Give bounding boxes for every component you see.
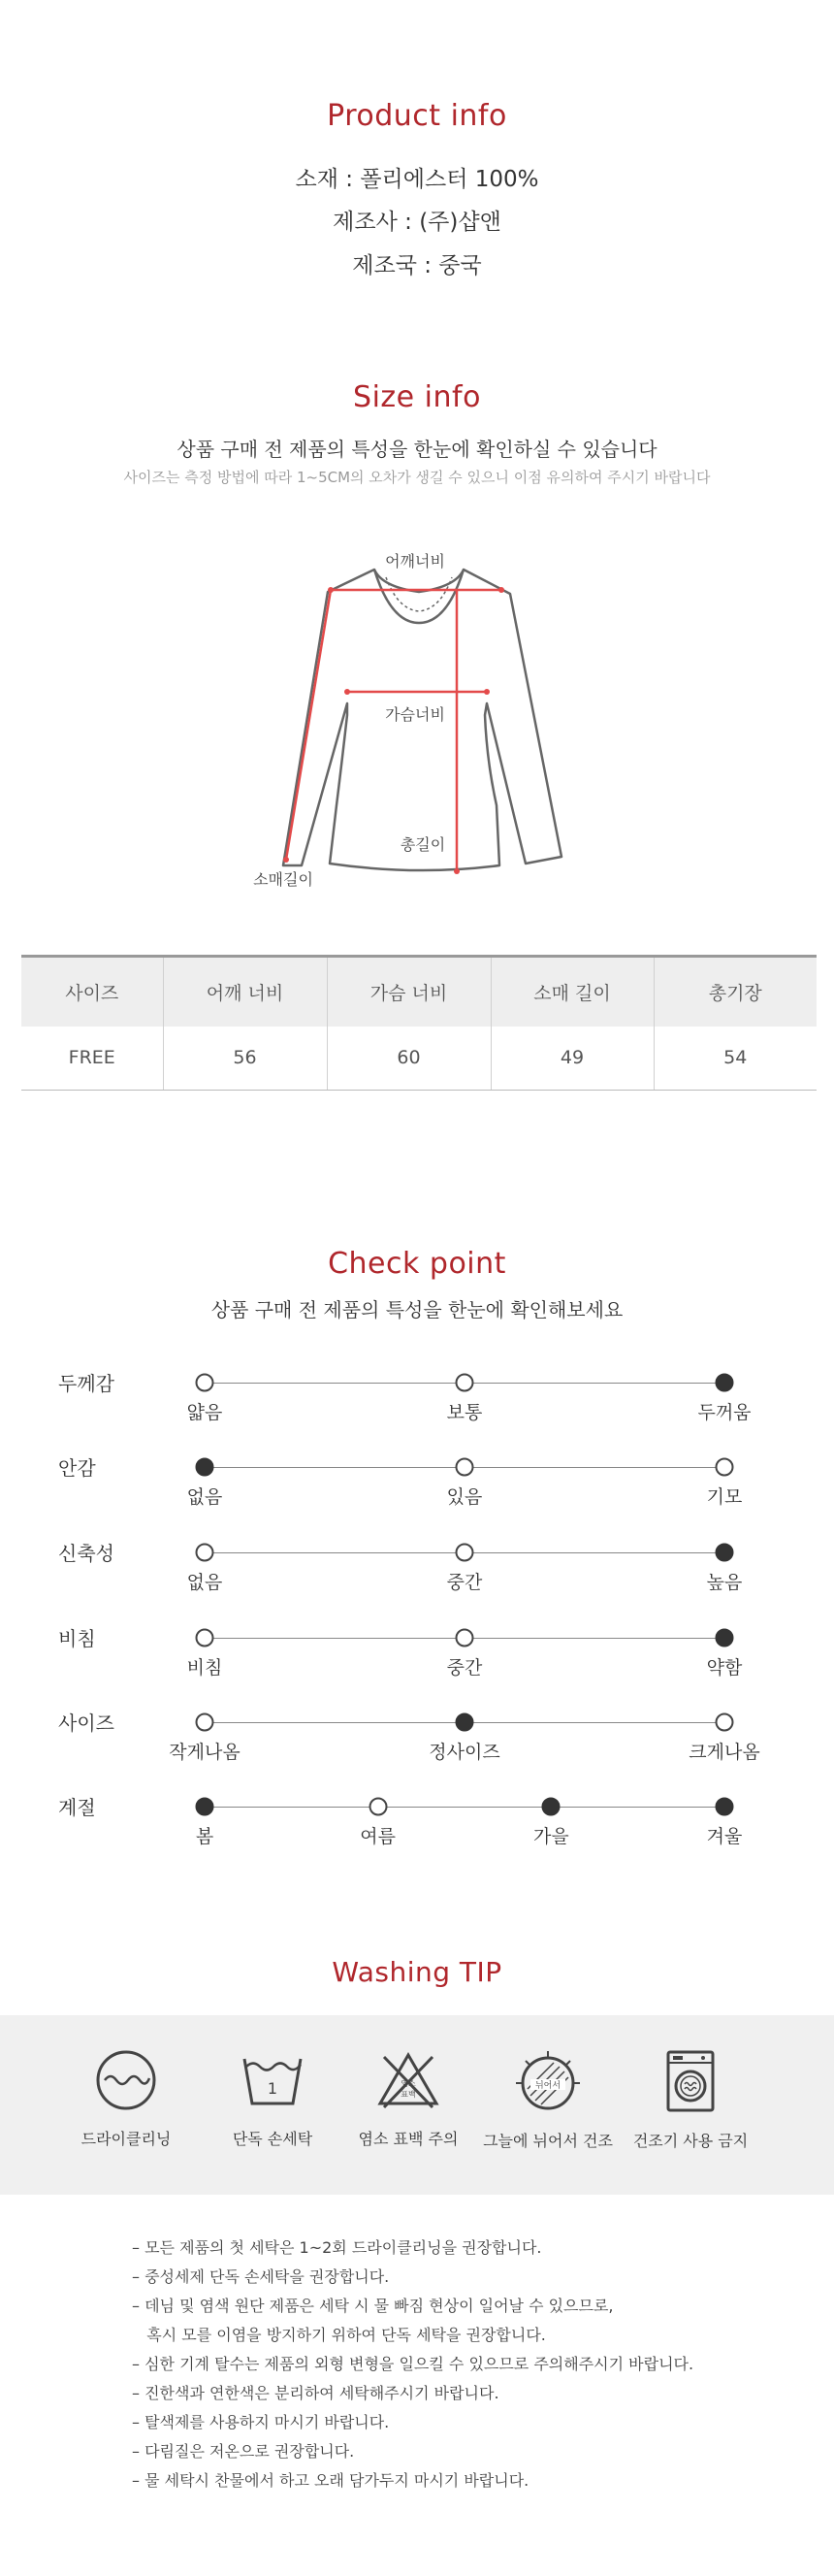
washing-note: – 심한 기계 탈수는 제품의 외형 변형을 일으킬 수 있으므로 주의해주시기 바랍니다. [132,2355,694,2373]
check-point-option: 중간 [446,1657,483,1679]
check-point-scale-line [205,1807,724,1808]
hand-wash-icon [241,2049,305,2111]
table-cell: 56 [163,1027,327,1091]
check-point-dot-selected [196,1458,214,1477]
endpoint-dot [484,689,490,695]
check-point-option: 가을 [532,1826,569,1847]
check-point-label: 비침 [58,1627,96,1650]
check-point-option: 작게나옴 [169,1742,241,1763]
dry-cleaning-icon [95,2049,157,2111]
measure-endpoints [283,587,504,874]
washing-note: – 탈색제를 사용하지 마시기 바랍니다. [132,2413,390,2431]
washing-note: – 모든 제품의 첫 세탁은 1~2회 드라이클리닝을 권장합니다. [132,2238,542,2257]
check-point-option: 약함 [706,1657,743,1679]
check-point-dot [716,1458,734,1477]
check-point-label: 안감 [58,1456,96,1480]
wash-item-hand-wash [200,2049,345,2149]
check-point-dot [196,1713,214,1732]
check-point-option: 없음 [186,1572,223,1593]
length-label: 총길이 [400,835,446,854]
size-table-header: 어깨 너비 [163,957,327,1027]
check-point-dot [196,1544,214,1562]
wash-item-no-bleach [336,2049,481,2149]
check-point-option: 얇음 [186,1402,223,1423]
check-point-dot [716,1713,734,1732]
size-info-note: 사이즈는 측정 방법에 따라 1~5CM의 오차가 생길 수 있으니 이점 유의하여 주시기 바랍니다 [123,469,711,486]
check-point-dot [369,1798,387,1816]
wash-item-dry-cleaning [53,2049,199,2149]
garment-size-diagram [0,524,834,902]
svg-text:염소: 염소 [401,2079,416,2088]
endpoint-dot [454,868,460,874]
table-cell: FREE [21,1027,163,1091]
size-table-header: 가슴 너비 [327,957,491,1027]
wash-label: 단독 손세탁 [232,2130,313,2148]
table-cell: 60 [327,1027,491,1091]
check-point-dot-selected [456,1713,474,1732]
svg-text:표백: 표백 [401,2090,416,2099]
wash-label: 그늘에 뉘어서 건조 [483,2132,613,2150]
shade-dry-icon [514,2049,582,2113]
size-table-header-row [21,957,817,1027]
washing-note: 혹시 모를 이염을 방지하기 위하여 단독 세탁을 권장합니다. [132,2326,546,2344]
check-point-option: 보통 [446,1402,483,1423]
size-table-header: 총기장 [654,957,817,1027]
endpoint-dot [344,689,350,695]
check-point-option: 없음 [186,1486,223,1508]
product-info-title: Product info [327,99,507,133]
check-point-option: 중간 [446,1572,483,1593]
shoulder-label: 어깨너비 [385,552,445,571]
check-point-option: 겨울 [706,1826,743,1847]
check-point-option: 있음 [446,1486,483,1508]
check-point-dot [456,1629,474,1647]
endpoint-dot [498,587,504,593]
wash-item-shade-dry [475,2049,621,2151]
check-point-dot-selected [716,1629,734,1647]
check-point-dot [196,1629,214,1647]
table-row [21,1027,817,1091]
check-point-label: 두께감 [58,1372,114,1395]
washing-note: – 데님 및 염색 원단 제품은 세탁 시 물 빠짐 현상이 일어날 수 있으므로, [132,2297,614,2315]
shade-dry-text: 뉘어서 [534,2081,561,2091]
sleeve-measure-line [286,590,331,860]
washing-title: Washing TIP [332,1956,502,1988]
measure-lines [286,590,501,871]
wash-label: 건조기 사용 금지 [632,2132,749,2150]
check-point-dot-selected [542,1798,561,1816]
size-info-title: Size info [353,380,481,414]
check-point-option: 높음 [706,1572,743,1593]
check-point-option: 정사이즈 [429,1742,500,1763]
check-point-dot-selected [716,1374,734,1392]
check-point-option: 비침 [186,1657,223,1679]
size-info-subtitle: 상품 구매 전 제품의 특성을 한눈에 확인하실 수 있습니다 [176,438,658,461]
table-cell: 54 [654,1027,817,1091]
product-manufacturer: 제조사 : (주)샵앤 [333,210,501,235]
no-bleach-icon [376,2049,440,2111]
product-material: 소재 : 폴리에스터 100% [295,167,539,192]
check-point-label: 계절 [58,1796,96,1819]
washing-note: – 중성세제 단독 손세탁을 권장합니다. [132,2267,390,2286]
check-point-label: 사이즈 [58,1712,114,1735]
check-point-option: 여름 [360,1826,397,1847]
check-point-subtitle: 상품 구매 전 제품의 특성을 한눈에 확인해보세요 [210,1298,624,1321]
check-point-dot [196,1374,214,1392]
check-point-option: 두꺼움 [697,1402,752,1423]
sleeve-label: 소매길이 [253,870,313,889]
chest-label: 가슴너비 [385,705,445,724]
wash-label: 드라이클리닝 [80,2130,172,2148]
washing-notes [132,2234,693,2495]
check-point-label: 신축성 [58,1542,114,1565]
product-origin: 제조국 : 중국 [352,253,482,278]
table-cell: 49 [491,1027,654,1091]
check-point-dot [456,1458,474,1477]
endpoint-dot [283,857,289,863]
wash-label: 염소 표백 주의 [358,2130,459,2148]
check-point-option: 기모 [706,1486,743,1508]
check-point-dot [456,1374,474,1392]
check-point-dot-selected [716,1544,734,1562]
check-point-option: 크게나옴 [689,1742,760,1763]
washing-note: – 물 세탁시 찬물에서 하고 오래 담가두지 마시기 바랍니다. [132,2471,529,2490]
wash-item-no-tumble-dry [618,2049,763,2151]
check-point-dot-selected [716,1798,734,1816]
washing-note: – 다림질은 저온으로 권장합니다. [132,2442,355,2461]
hand-wash-number: 1 [267,2079,278,2098]
check-point-title: Check point [328,1247,506,1281]
check-point-dot [456,1544,474,1562]
check-point-dot-selected [196,1798,214,1816]
size-table-header: 사이즈 [21,957,163,1027]
endpoint-dot [328,587,334,593]
size-table [21,955,817,1091]
no-tumble-dry-icon [664,2049,717,2113]
size-table-header: 소매 길이 [491,957,654,1027]
washing-note: – 진한색과 연한색은 분리하여 세탁해주시기 바랍니다. [132,2384,499,2402]
check-point-option: 봄 [195,1826,214,1847]
